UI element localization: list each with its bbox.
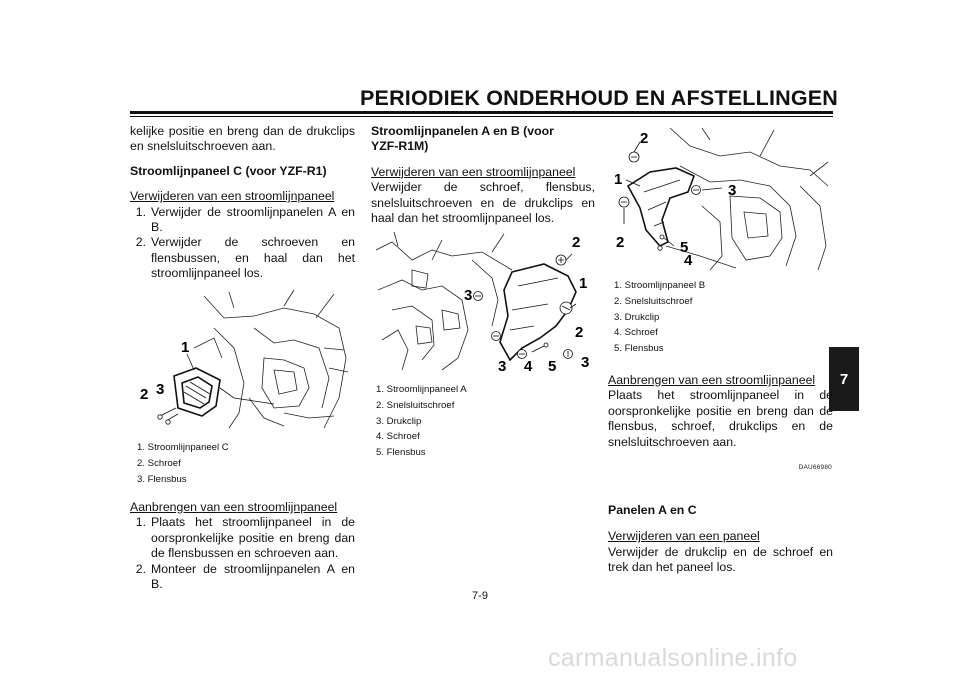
- install-text: Plaats het stroomlijnpaneel in de oorspronkelijke positie en breng dan de flensbus, schroef, drukclips en de snelsluitschroeven aan.: [608, 388, 833, 449]
- column-3: [608, 373, 833, 450]
- header-rule: [130, 111, 833, 114]
- callout-5: 5: [680, 239, 689, 256]
- callout-2: 2: [575, 324, 584, 341]
- step-text: Monteer de stroomlijnpanelen A en B.: [151, 561, 355, 592]
- step-text: Plaats het stroomlijnpaneel in de oorspronkelijke positie en breng dan de flensbussen en schroeven aan.: [151, 515, 355, 561]
- list-item: [130, 515, 355, 561]
- page-header-title: PERIODIEK ONDERHOUD EN AFSTELLINGEN: [360, 86, 839, 110]
- illustration-motorcycle-fairing-c: [134, 288, 352, 436]
- chapter-tab-number: 7: [839, 370, 849, 388]
- install-title: Aanbrengen van een stroomlijnpaneel: [130, 500, 338, 514]
- legend-item: 3. Flensbus: [137, 473, 187, 485]
- header-rule-thin: [130, 116, 833, 117]
- callout-3: 3: [156, 381, 165, 398]
- legend-item: 4. Schroef: [376, 431, 420, 443]
- step-number: 2.: [135, 561, 146, 576]
- callout-1: 1: [181, 339, 190, 356]
- install-title: Aanbrengen van een stroomlijnpaneel: [608, 373, 816, 387]
- page-number: 7-9: [472, 590, 488, 602]
- column-1-lower: [130, 500, 355, 592]
- callout-1: 1: [614, 171, 623, 188]
- list-item: [130, 205, 355, 236]
- legend-item: 2. Snelsluitschroef: [614, 295, 693, 307]
- remove-title: Verwijderen van een paneel: [608, 529, 760, 544]
- figure-fairing-a: [372, 230, 596, 378]
- step-text: Verwijder de schroeven en flensbussen, en haal dan het stroomlijnpaneel los.: [151, 235, 355, 281]
- legend-item: 5. Flensbus: [376, 447, 426, 459]
- legend-item: 1. Stroomlijnpaneel A: [376, 384, 467, 395]
- figure-legend-c: [137, 440, 229, 487]
- watermark: carmanualsonline.info: [548, 644, 798, 672]
- step-number: 1.: [135, 515, 146, 530]
- callout-1: 1: [579, 275, 588, 292]
- callout-4: 4: [684, 252, 693, 269]
- step-text: Verwijder de stroomlijnpanelen A en B.: [151, 204, 355, 235]
- intro-text: kelijke positie en breng dan de drukclips en snelsluitschroeven aan.: [130, 124, 355, 154]
- callout-2: 2: [140, 386, 149, 403]
- remove-title: Verwijderen van een stroomlijnpaneel: [371, 164, 576, 179]
- remove-text: Verwijder de drukclip en de schroef en trek dan het paneel los.: [608, 544, 833, 575]
- legend-item: 2. Snelsluitschroef: [376, 399, 455, 411]
- remove-text: Verwijder de schroef, flensbus, snelsluitschroeven en de drukclips en haal dan het stroomlijnpaneel los.: [371, 180, 595, 226]
- callout-2: 2: [616, 234, 625, 251]
- callout-3: 3: [728, 182, 737, 199]
- legend-item: 1. Stroomlijnpaneel B: [614, 280, 706, 291]
- legend-item: 2. Schroef: [137, 457, 181, 469]
- legend-item: 5. Flensbus: [614, 343, 664, 355]
- legend-item: 3. Drukclip: [376, 415, 422, 427]
- remove-title: Verwijderen van een stroomlijnpaneel: [130, 189, 335, 204]
- column-1: [130, 124, 355, 282]
- figure-fairing-c: [134, 288, 352, 436]
- figure-legend-b: [614, 278, 705, 357]
- callout-2: 2: [572, 234, 581, 251]
- callout-3: 3: [581, 354, 590, 371]
- step-number: 2.: [135, 235, 146, 250]
- section-heading-panels-ab: Stroomlijnpanelen A en B (voor YZF-R1M): [371, 124, 554, 154]
- section-heading-panel-c: Stroomlijnpaneel C (voor YZF-R1): [130, 163, 327, 178]
- illustration-motorcycle-fairing-b: [610, 126, 832, 272]
- figure-legend-a: [376, 382, 467, 461]
- list-item: [130, 562, 355, 593]
- chapter-tab: [829, 347, 859, 411]
- illustration-motorcycle-fairing-a: [372, 230, 596, 378]
- callout-5: 5: [548, 358, 557, 375]
- legend-item: 4. Schroef: [614, 327, 658, 339]
- column-3-lower: [608, 503, 833, 576]
- callout-2: 2: [640, 130, 649, 147]
- step-number: 1.: [135, 204, 146, 219]
- column-2: [371, 124, 595, 226]
- list-item: [130, 235, 355, 281]
- callout-3: 3: [498, 358, 507, 375]
- section-heading-panels-ac: Panelen A en C: [608, 503, 697, 517]
- legend-item: 3. Drukclip: [614, 311, 660, 323]
- figure-fairing-b: [610, 126, 832, 272]
- document-code: DAU66980: [798, 464, 832, 471]
- legend-item: 1. Stroomlijnpaneel C: [137, 442, 229, 453]
- callout-4: 4: [524, 358, 533, 375]
- callout-3: 3: [464, 287, 473, 304]
